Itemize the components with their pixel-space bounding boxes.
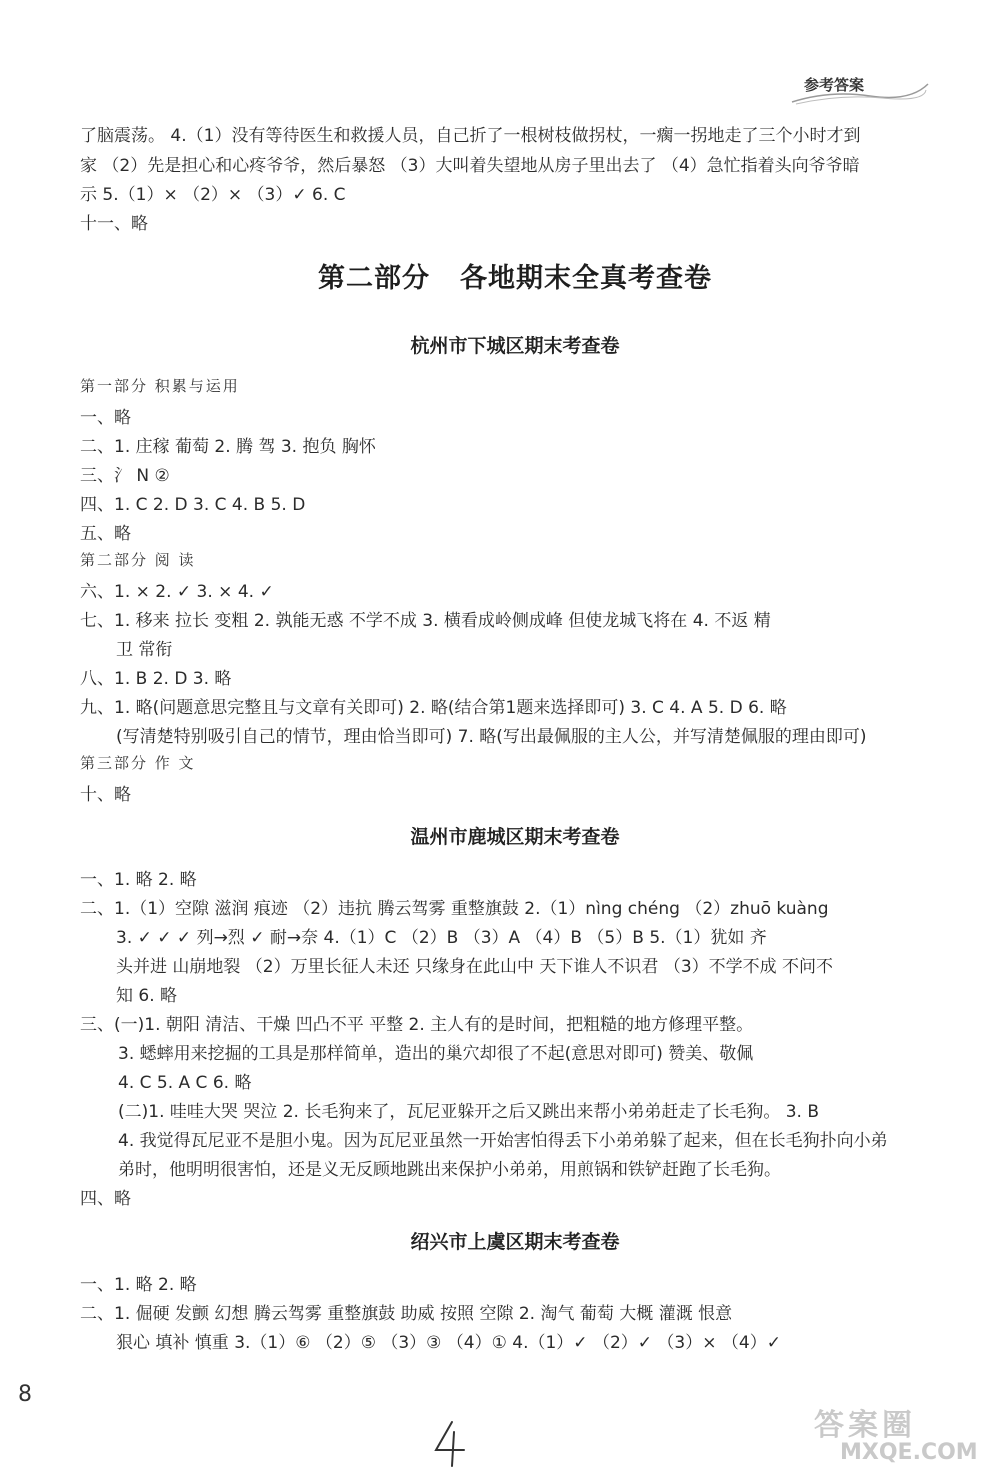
watermark-url: MXQE.COM xyxy=(840,1440,978,1465)
text-line: 示 5.（1）× （2）× （3）✓ 6. C xyxy=(80,185,346,205)
text-line: 二、1. 倔硬 发颤 幻想 腾云驾雾 重整旗鼓 助威 按照 空隙 2. 淘气 葡萄 大概 灌溉 恨意 xyxy=(80,1304,733,1324)
part-title-number: 第二部分 xyxy=(318,263,430,294)
header-tag xyxy=(790,74,930,100)
page-number: 8 xyxy=(18,1382,32,1407)
text-line: 三、(一)1. 朝阳 清洁、干燥 凹凸不平 平整 2. 主人有的是时间，把粗糙的地方修理平整。 xyxy=(80,1015,754,1035)
watermark xyxy=(788,1400,988,1470)
text-line: (写清楚特别吸引自己的情节，理由恰当即可) 7. 略(写出最佩服的主人公，并写清楚佩服的理由即可) xyxy=(116,727,867,747)
part-title-name: 各地期末全真考查卷 xyxy=(460,263,712,294)
text-line: 一、1. 略 2. 略 xyxy=(80,870,197,890)
text-line: 四、1. C 2. D 3. C 4. B 5. D xyxy=(80,495,306,515)
handwritten-mark-icon xyxy=(430,1418,470,1468)
text-line: 十、略 xyxy=(80,785,131,805)
subsection-heading: 第三部分 作 文 xyxy=(80,754,196,772)
text-line: 一、1. 略 2. 略 xyxy=(80,1275,197,1295)
section-title-shaoxing: 绍兴市上虞区期末考查卷 xyxy=(410,1231,620,1253)
text-line: 八、1. B 2. D 3. 略 xyxy=(80,669,232,689)
text-line: 头并进 山崩地裂 （2）万里长征人未还 只缘身在此山中 天下谁人不识君 （3）不学不成 不问不 xyxy=(116,957,834,977)
text-line: 狠心 填补 慎重 3.（1）⑥ （2）⑤ （3）③ （4）① 4.（1）✓ （2）✓ （3）× （4）✓ xyxy=(116,1333,781,1353)
text-line: 九、1. 略(问题意思完整且与文章有关即可) 2. 略(结合第1题来选择即可) 3. C 4. A 5. D 6. 略 xyxy=(80,698,787,718)
text-line: 3. 蟋蟀用来挖掘的工具是那样简单，造出的巢穴却很了不起(意思对即可) 赞美、敬佩 xyxy=(118,1044,754,1064)
section-title-wenzhou: 温州市鹿城区期末考查卷 xyxy=(410,826,620,848)
text-line: 家 （2）先是担心和心疼爷爷，然后暴怒 （3）大叫着失望地从房子里出去了 （4）急忙指着头向爷爷暗 xyxy=(80,156,860,176)
header-tag-label: 参考答案 xyxy=(804,76,865,94)
text-line: 4. 我觉得瓦尼亚不是胆小鬼。因为瓦尼亚虽然一开始害怕得丢下小弟弟躲了起来，但在长毛狗扑向小弟 xyxy=(118,1131,888,1151)
text-line: (二)1. 哇哇大哭 哭泣 2. 长毛狗来了，瓦尼亚躲开之后又跳出来帮小弟弟赶走了长毛狗。 3. B xyxy=(118,1102,820,1122)
part-title xyxy=(80,256,950,295)
subsection-heading: 第一部分 积累与运用 xyxy=(80,377,240,395)
text-line: 二、1.（1）空隙 滋润 痕迹 （2）违抗 腾云驾雾 重整旗鼓 2.（1）nìng chéng （2）zhuō kuàng xyxy=(80,899,829,919)
text-line: 弟时，他明明很害怕，还是义无反顾地跳出来保护小弟弟，用煎锅和铁铲赶跑了长毛狗。 xyxy=(118,1160,781,1180)
text-line: 一、略 xyxy=(80,408,131,428)
text-line: 七、1. 移来 拉长 变粗 2. 孰能无惑 不学不成 3. 横看成岭侧成峰 但使龙城飞将在 4. 不返 精 xyxy=(80,611,771,631)
watermark-text: 答案圈 xyxy=(814,1408,916,1443)
text-line: 三、氵 N ② xyxy=(80,466,170,486)
text-line: 3. ✓ ✓ ✓ 列→烈 ✓ 耐→奈 4.（1）C （2）B （3）A （4）B （5）B 5.（1）犹如 齐 xyxy=(116,928,767,948)
text-line: 十一、略 xyxy=(80,214,148,234)
section-title-hangzhou: 杭州市下城区期末考查卷 xyxy=(410,335,620,357)
text-line: 4. C 5. A C 6. 略 xyxy=(118,1073,252,1093)
text-line: 六、1. × 2. ✓ 3. × 4. ✓ xyxy=(80,582,274,602)
text-line: 知 6. 略 xyxy=(116,986,178,1006)
text-line: 二、1. 庄稼 葡萄 2. 腾 驾 3. 抱负 胸怀 xyxy=(80,437,376,457)
subsection-heading: 第二部分 阅 读 xyxy=(80,551,196,569)
text-line: 了脑震荡。 4.（1）没有等待医生和救援人员，自己折了一根树枝做拐杖，一瘸一拐地走了三个小时才到 xyxy=(80,126,861,146)
text-line: 五、略 xyxy=(80,524,131,544)
text-line: 四、略 xyxy=(80,1189,131,1209)
text-line: 卫 常衔 xyxy=(116,640,173,660)
